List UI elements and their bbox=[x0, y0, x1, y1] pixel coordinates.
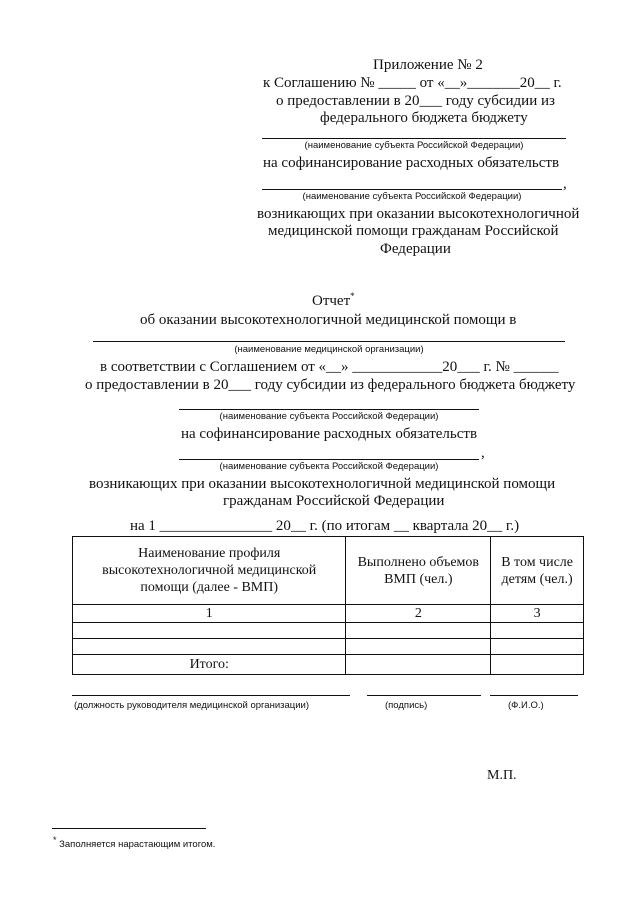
table-numbers-row bbox=[73, 605, 584, 623]
header-volume: Выполнено объемов ВМП (чел.) bbox=[346, 537, 491, 605]
report-comma: , bbox=[481, 445, 485, 461]
signature-caption: (подпись) bbox=[385, 700, 428, 711]
report-subject-field-2 bbox=[179, 459, 479, 460]
appendix-cofinancing-line: на софинансирование расходных обязательств bbox=[263, 155, 560, 171]
column-number-3: 3 bbox=[491, 605, 584, 623]
report-title bbox=[312, 292, 355, 310]
report-hightech-line: возникающих при оказании высокотехнологичной медицинской помощи bbox=[89, 476, 556, 492]
table-row bbox=[73, 639, 584, 655]
report-caption-subject-1: (наименование субъекта Российской Федерации) bbox=[219, 411, 439, 422]
appendix-title: Приложение № 2 bbox=[373, 57, 483, 73]
table-total-row bbox=[73, 655, 584, 675]
appendix-caption-subject-2: (наименование субъекта Российской Федерации) bbox=[302, 191, 522, 202]
table-cell bbox=[491, 639, 584, 655]
footnote-text: Заполняется нарастающим итогом. bbox=[59, 839, 216, 850]
column-number-1: 1 bbox=[73, 605, 346, 623]
header-children: В том числе детям (чел.) bbox=[491, 537, 584, 605]
header-profile: Наименование профиля высокотехнологичной медицинской помощи (далее - ВМП) bbox=[73, 537, 346, 605]
position-signature-line bbox=[72, 695, 350, 696]
footnote-mark: * bbox=[53, 834, 57, 845]
report-period-line: на 1 _______________ 20__ г. (по итогам __ квартала 20__ г.) bbox=[130, 518, 520, 534]
report-title-text: Отчет bbox=[312, 293, 351, 309]
appendix-hightech-line: возникающих при оказании высокотехнологичной bbox=[257, 206, 580, 222]
report-org-field bbox=[93, 341, 565, 342]
appendix-medical-line: медицинской помощи гражданам Российской bbox=[268, 223, 559, 239]
appendix-federation-line: Федерации bbox=[380, 241, 451, 257]
total-volume-cell bbox=[346, 655, 491, 675]
table-cell bbox=[73, 639, 346, 655]
report-caption-subject-2: (наименование субъекта Российской Федерации) bbox=[219, 461, 439, 472]
report-title-footnote-mark: * bbox=[350, 291, 355, 301]
table-cell bbox=[346, 623, 491, 639]
report-cofinancing-line: на софинансирование расходных обязательств bbox=[181, 426, 478, 442]
appendix-subject-field-1 bbox=[262, 138, 566, 139]
report-subtitle-line: об оказании высокотехнологичной медицинской помощи в bbox=[140, 312, 517, 328]
table-cell bbox=[346, 639, 491, 655]
appendix-caption-subject-1: (наименование субъекта Российской Федерации) bbox=[304, 140, 524, 151]
name-caption: (Ф.И.О.) bbox=[508, 700, 544, 711]
position-caption: (должность руководителя медицинской организации) bbox=[74, 700, 309, 711]
report-caption-org: (наименование медицинской организации) bbox=[234, 344, 424, 355]
table-header-row bbox=[73, 537, 584, 605]
report-subject-field-1 bbox=[179, 409, 479, 410]
appendix-subject-field-2 bbox=[262, 189, 562, 190]
total-label: Итого: bbox=[73, 655, 346, 675]
appendix-agreement-line: к Соглашению № _____ от «__»_______20__ г. bbox=[263, 75, 562, 91]
appendix-comma: , bbox=[563, 176, 567, 192]
appendix-budget-line: федерального бюджета бюджету bbox=[320, 110, 528, 126]
footnote bbox=[53, 834, 216, 850]
table-row bbox=[73, 623, 584, 639]
stamp-place-label: М.П. bbox=[487, 768, 517, 783]
column-number-2: 2 bbox=[346, 605, 491, 623]
footnote-separator bbox=[52, 828, 206, 829]
signature-line bbox=[367, 695, 481, 696]
total-children-cell bbox=[491, 655, 584, 675]
report-federation-line: гражданам Российской Федерации bbox=[223, 493, 445, 509]
name-signature-line bbox=[490, 695, 578, 696]
report-table bbox=[72, 536, 584, 675]
report-agreement-line: в соответствии с Соглашением от «__» ____________20___ г. № ______ bbox=[100, 359, 559, 375]
report-subsidy-line: о предоставлении в 20___ году субсидии из федерального бюджета бюджету bbox=[85, 377, 576, 393]
table-cell bbox=[73, 623, 346, 639]
appendix-subsidy-line: о предоставлении в 20___ году субсидии из bbox=[276, 93, 555, 109]
table-cell bbox=[491, 623, 584, 639]
